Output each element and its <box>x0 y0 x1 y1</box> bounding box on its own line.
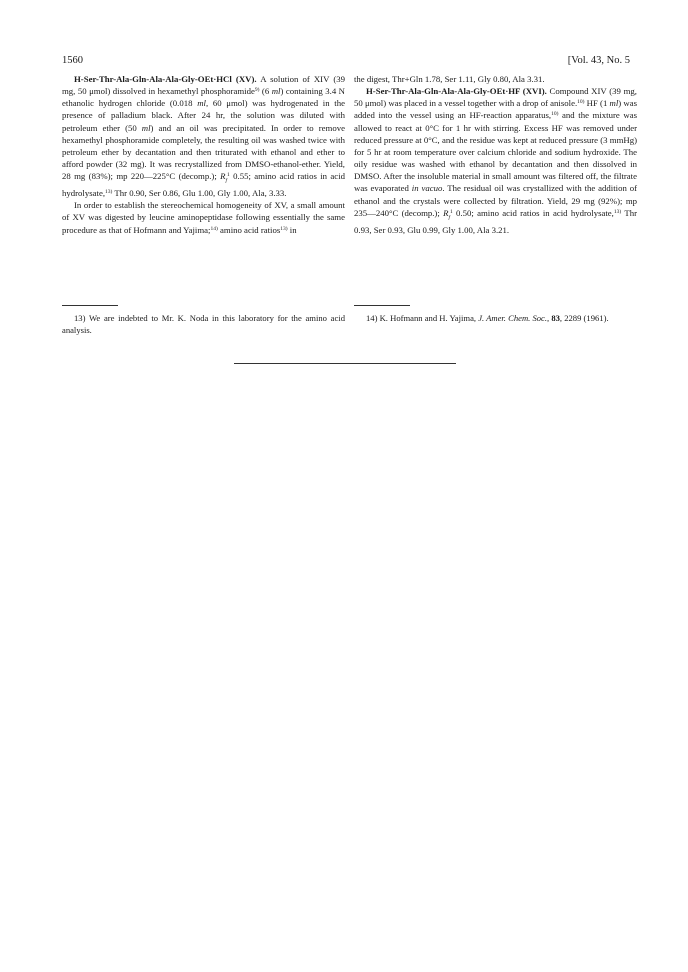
text-run: In order to establish the stereochemical homogeneity of XV, a small amount of XV was digested by leucine aminopeptidase following essentially the same procedure as that of Hofmann and Yajima; <box>62 200 345 235</box>
journal-name: J. Amer. Chem. Soc. <box>478 313 548 323</box>
text-run: ) was added into the vessel using an HF-reaction apparatus, <box>354 98 637 121</box>
footnote-13 <box>62 312 345 336</box>
end-rule <box>234 363 456 364</box>
reference-marker: 14) <box>210 225 218 232</box>
rf-subscript: f <box>225 178 228 184</box>
text-run: 0.50; amino acid ratios in acid hydrolysate, <box>452 207 614 218</box>
left-column <box>62 73 345 236</box>
right-column <box>354 73 637 236</box>
unit-ml: ml <box>141 122 151 133</box>
reference-marker: 13) <box>613 208 622 215</box>
text-run: Compound XIV (39 mg, 50 μmol) was placed in a vessel together with a drop of anisole. <box>354 86 637 109</box>
text-run: (6 <box>259 86 272 97</box>
paragraph-stereochemistry <box>62 199 345 235</box>
unit-ml: ml <box>271 86 281 97</box>
footnote-13-text: 13) We are indebted to Mr. K. Noda in this laboratory for the amino acid analysis. <box>62 313 345 335</box>
text-run: , 60 μmol) was hydrogenated in the presence of palladium black. After 24 hr, the solution was diluted with petroleum ether (50 <box>62 98 345 133</box>
text-run: HF (1 <box>584 98 610 109</box>
rf-symbol: R <box>443 207 449 218</box>
rf-superscript: 1 <box>227 172 230 179</box>
rf-subscript: f <box>448 214 450 221</box>
text-run: . The residual oil was crystallized with the addition of ethanol and the crystals were collected by filtration. Yield, 29 mg (92%); mp 235—240°C (decomp.); <box>354 183 638 218</box>
text-run: in <box>287 224 297 235</box>
paragraph-digest-continuation: the digest, Thr+Gln 1.78, Ser 1.11, Gly 0.80, Ala 3.31. <box>354 74 545 84</box>
footnote-separator-left <box>62 305 118 306</box>
rf-superscript: 1 <box>449 208 453 215</box>
text-run: Thr 0.90, Ser 0.86, Glu 1.00, Gly 1.00, Ala, 3.33. <box>112 188 287 199</box>
text-run: 0.55; amino acid ratios in acid hydrolysate, <box>62 171 345 199</box>
in-vacuo: in vacuo <box>411 183 443 194</box>
text-run: ) and an oil was precipitated. In order to remove hexamethyl phosphoramide completely, the resulting oil was washed twice with petroleum ether by decantation and then triturated with ethanol and ether to afford powder (32 mg). It was recrystallized from DMSO-ethanol-ether. Yield, 28 mg (83%); mp 220—225°C (decomp.); <box>62 122 345 182</box>
journal-volume: 83 <box>551 313 560 323</box>
text-run: ) containing 3.4 N ethanolic hydrogen chloride (0.018 <box>62 86 345 109</box>
reference-marker: 10) <box>577 99 585 106</box>
unit-ml: ml <box>197 98 206 109</box>
footnote-14 <box>354 312 637 324</box>
footnote-separator-right <box>354 305 410 306</box>
paragraph-compound-xv <box>62 73 345 199</box>
reference-marker: 10) <box>551 111 559 118</box>
text-run: A solution of XIV (39 mg, 50 μmol) dissolved in hexamethyl phosphoramide <box>62 74 345 97</box>
reference-marker: 13) <box>105 189 113 196</box>
unit-ml: ml <box>609 98 619 109</box>
page-number: 1560 <box>62 55 83 66</box>
compound-xv-title: H-Ser-Thr-Ala-Gln-Ala-Ala-Gly-OEt·HCl (XV). <box>74 74 257 84</box>
reference-marker: 13) <box>280 225 288 232</box>
footnote-14-text <box>354 312 637 324</box>
reference-marker: 9) <box>254 87 260 94</box>
text-run: amino acid ratios <box>217 224 281 235</box>
text-run: , <box>547 313 552 323</box>
volume-header: [Vol. 43, No. 5 <box>567 55 630 66</box>
text-run: Thr 0.93, Ser 0.93, Glu 0.99, Gly 1.00, Ala 3.21. <box>354 207 637 235</box>
text-run: 14) K. Hofmann and H. Yajima, <box>366 313 479 323</box>
text-run: and the mixture was allowed to react at 0°C for 1 hr with stirring. Excess HF was removed under reduced pressure at 0°C, and the residue was kept at reduced pressure (3 mmHg) for 5 hr at room temperature over calcium chloride and sodium hydroxide. The oily residue was washed with ethanol by decantation and then dissolved in DMSO. After the insoluble material in small amount was filtered off, the filtrate was evaporated <box>354 110 637 194</box>
compound-xvi-title: H-Ser-Thr-Ala-Gln-Ala-Ala-Gly-OEt·HF (XVI). <box>366 86 547 97</box>
paragraph-compound-xvi <box>354 85 637 236</box>
rf-symbol: R <box>220 171 226 182</box>
text-run: , 2289 (1961). <box>559 313 609 323</box>
